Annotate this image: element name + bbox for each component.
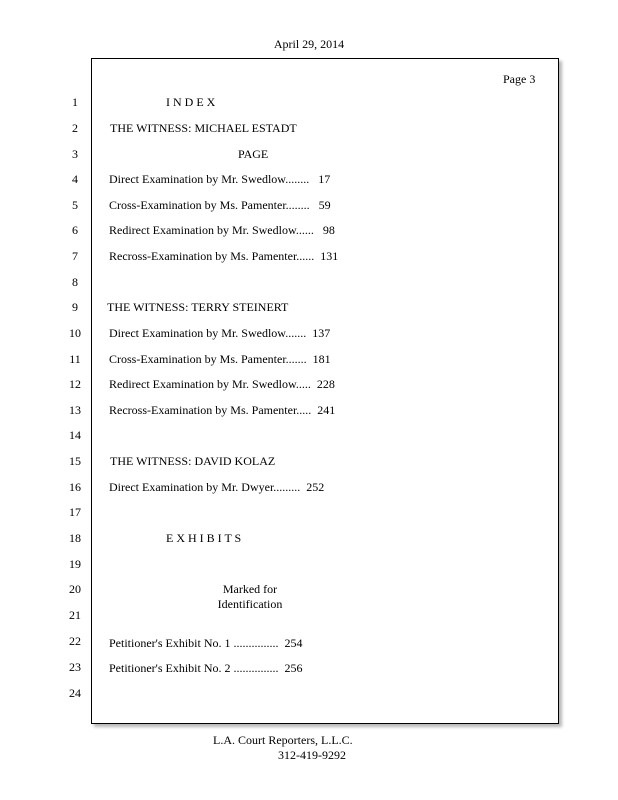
line-number: 23 — [69, 660, 81, 674]
line-number: 10 — [69, 326, 81, 340]
exam-entry: Direct Examination by Mr. Swedlow........ 17 — [109, 172, 331, 186]
line-number: 8 — [72, 275, 78, 289]
line-number: 1 — [72, 95, 78, 109]
line-number: 5 — [72, 198, 78, 212]
line-number: 22 — [69, 634, 81, 648]
exam-entry: Direct Examination by Mr. Swedlow....... 137 — [109, 326, 331, 340]
line-number: 15 — [69, 454, 81, 468]
line-number: 9 — [72, 300, 78, 314]
line-number: 19 — [69, 557, 81, 571]
line-number: 6 — [72, 223, 78, 237]
line-number: 7 — [72, 249, 78, 263]
witness-heading: THE WITNESS: MICHAEL ESTADT — [110, 121, 297, 135]
line-number: 2 — [72, 121, 78, 135]
line-number: 20 — [69, 582, 81, 596]
line-number: 11 — [69, 352, 81, 366]
line-number: 4 — [72, 172, 78, 186]
exam-entry: Direct Examination by Mr. Dwyer......... 252 — [109, 480, 325, 494]
exam-entry: Recross-Examination by Ms. Pamenter...... 131 — [109, 249, 339, 263]
line-number: 21 — [69, 608, 81, 622]
reporter-phone: 312-419-9292 — [278, 748, 346, 762]
line-number: 12 — [69, 377, 81, 391]
line-number: 3 — [72, 147, 78, 161]
exhibit-entry: Petitioner's Exhibit No. 2 ............... 256 — [109, 661, 303, 675]
line-number: 17 — [69, 505, 81, 519]
page-column-label: PAGE — [238, 147, 269, 161]
exam-entry: Cross-Examination by Ms. Pamenter........ 59 — [109, 198, 331, 212]
line-number: 18 — [69, 531, 81, 545]
marked-for-label: Marked for — [222, 582, 278, 596]
line-number: 14 — [69, 428, 81, 442]
line-number: 16 — [69, 480, 81, 494]
identification-label: Identification — [217, 597, 283, 611]
transcript-date: April 29, 2014 — [273, 37, 345, 51]
page-number: Page 3 — [503, 72, 536, 86]
exam-entry: Redirect Examination by Mr. Swedlow..... 228 — [109, 377, 335, 391]
exam-entry: Cross-Examination by Ms. Pamenter....... 181 — [109, 352, 331, 366]
witness-heading: THE WITNESS: DAVID KOLAZ — [110, 454, 276, 468]
exhibits-title: E X H I B I T S — [166, 531, 242, 545]
reporter-company: L.A. Court Reporters, L.L.C. — [213, 733, 353, 747]
line-number: 24 — [69, 686, 81, 700]
exhibit-entry: Petitioner's Exhibit No. 1 ............... 254 — [109, 636, 303, 650]
line-number: 13 — [69, 403, 81, 417]
exam-entry: Recross-Examination by Ms. Pamenter..... 241 — [109, 403, 336, 417]
index-title: I N D E X — [166, 95, 216, 109]
witness-heading: THE WITNESS: TERRY STEINERT — [107, 300, 289, 314]
exam-entry: Redirect Examination by Mr. Swedlow...... 98 — [109, 223, 335, 237]
